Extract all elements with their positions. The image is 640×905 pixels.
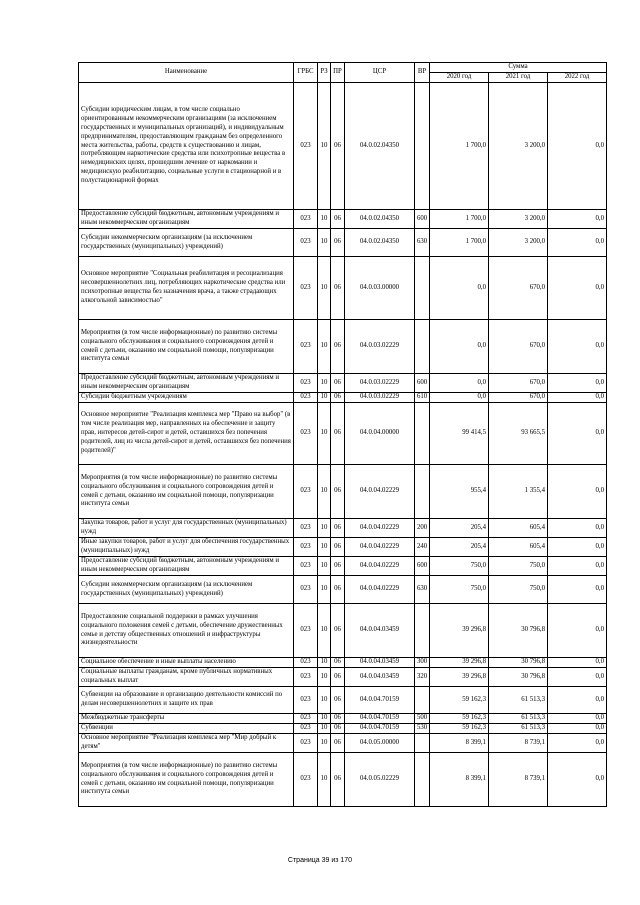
cell-pr: 06 <box>331 519 345 538</box>
table-row <box>79 403 607 465</box>
cell-rz: 10 <box>318 576 331 604</box>
cell-sum-2021: 750,0 <box>489 557 548 576</box>
cell-vr <box>415 687 430 714</box>
cell-vr: 600 <box>415 374 430 393</box>
cell-grbs: 023 <box>294 714 318 724</box>
cell-sum-2020: 59 162,3 <box>430 724 489 734</box>
cell-sum-2020: 39 296,8 <box>430 604 489 658</box>
cell-csr: 04.0.04.02229 <box>345 465 415 519</box>
cell-csr: 04.0.02.04350 <box>345 210 415 229</box>
cell-rz: 10 <box>318 519 331 538</box>
table-row <box>79 83 607 210</box>
cell-rz: 10 <box>318 538 331 557</box>
cell-name: Предоставление социальной поддержки в рамках улучшения социального положения семей с детьми, обеспечение дружественных семье и детству общественных отношений и инфраструктуры жизнедеятельности <box>79 604 294 658</box>
cell-grbs: 023 <box>294 753 318 807</box>
cell-grbs: 023 <box>294 557 318 576</box>
cell-name: Субсидии юридическим лицам, в том числе социально ориентированным некоммерческим организациям (за исключением государственных и муниципальных организаций), и индивидуальным предпринимателям, предоставляющим гражданам без определенного места жительства, работы, средств к существованию и лицам, потребляющим наркотические средства или психотропные вещества в немедицинских целях, прошедшим лечение от наркомании и медицинскую реабилитацию, социальные услуги в стационарной и в полустационарной формах <box>79 83 294 210</box>
header-name: Наименование <box>79 63 294 83</box>
header-vr: ВР <box>415 63 430 83</box>
table-row <box>79 519 607 538</box>
table-row <box>79 604 607 658</box>
cell-sum-2022: 0,0 <box>548 403 607 465</box>
cell-pr: 06 <box>331 668 345 687</box>
cell-csr: 04.0.04.70159 <box>345 714 415 724</box>
cell-grbs: 023 <box>294 403 318 465</box>
cell-vr: 600 <box>415 210 430 229</box>
cell-sum-2021: 1 355,4 <box>489 465 548 519</box>
table-row <box>79 229 607 257</box>
cell-sum-2020: 205,4 <box>430 519 489 538</box>
cell-grbs: 023 <box>294 687 318 714</box>
cell-grbs: 023 <box>294 257 318 320</box>
table-row <box>79 557 607 576</box>
header-csr: ЦСР <box>345 63 415 83</box>
cell-sum-2022: 0,0 <box>548 519 607 538</box>
cell-grbs: 023 <box>294 519 318 538</box>
cell-sum-2022: 0,0 <box>548 724 607 734</box>
cell-name: Предоставление субсидий бюджетным, автономным учреждениям и иным некоммерческим организациям <box>79 210 294 229</box>
cell-vr <box>415 604 430 658</box>
cell-sum-2020: 1 700,0 <box>430 210 489 229</box>
cell-name: Иные закупки товаров, работ и услуг для обеспечения государственных (муниципальных) нужд <box>79 538 294 557</box>
cell-rz: 10 <box>318 658 331 668</box>
cell-sum-2020: 0,0 <box>430 393 489 403</box>
cell-csr: 04.0.04.03459 <box>345 668 415 687</box>
cell-csr: 04.0.04.00000 <box>345 403 415 465</box>
cell-sum-2021: 670,0 <box>489 257 548 320</box>
cell-rz: 10 <box>318 734 331 753</box>
cell-grbs: 023 <box>294 576 318 604</box>
cell-sum-2021: 61 513,3 <box>489 687 548 714</box>
cell-pr: 06 <box>331 403 345 465</box>
cell-grbs: 023 <box>294 393 318 403</box>
cell-csr: 04.0.05.02229 <box>345 753 415 807</box>
cell-sum-2022: 0,0 <box>548 210 607 229</box>
header-rz: РЗ <box>318 63 331 83</box>
cell-pr: 06 <box>331 753 345 807</box>
cell-rz: 10 <box>318 83 331 210</box>
cell-rz: 10 <box>318 465 331 519</box>
cell-sum-2022: 0,0 <box>548 604 607 658</box>
cell-vr: 630 <box>415 576 430 604</box>
cell-pr: 06 <box>331 576 345 604</box>
cell-pr: 06 <box>331 374 345 393</box>
cell-rz: 10 <box>318 393 331 403</box>
cell-rz: 10 <box>318 724 331 734</box>
cell-grbs: 023 <box>294 83 318 210</box>
cell-name: Основное мероприятие "Реализация комплекса мер "Мир добрый к детям" <box>79 734 294 753</box>
table-body <box>79 83 607 807</box>
cell-vr <box>415 83 430 210</box>
table-row <box>79 753 607 807</box>
cell-vr: 530 <box>415 724 430 734</box>
cell-pr: 06 <box>331 658 345 668</box>
cell-sum-2022: 0,0 <box>548 465 607 519</box>
cell-sum-2020: 59 162,3 <box>430 687 489 714</box>
cell-csr: 04.0.05.00000 <box>345 734 415 753</box>
cell-name: Закупка товаров, работ и услуг для государственных (муниципальных) нужд <box>79 519 294 538</box>
cell-sum-2021: 93 665,5 <box>489 403 548 465</box>
cell-name: Мероприятия (в том числе информационные) по развитию системы социального обслуживания и социального сопровождения детей и семей с детьми, оказанию им социальной помощи, популяризации института семьи <box>79 753 294 807</box>
cell-vr: 320 <box>415 668 430 687</box>
cell-sum-2022: 0,0 <box>548 557 607 576</box>
cell-pr: 06 <box>331 465 345 519</box>
cell-sum-2020: 750,0 <box>430 557 489 576</box>
cell-vr <box>415 257 430 320</box>
budget-table <box>78 62 607 807</box>
cell-sum-2020: 8 399,1 <box>430 753 489 807</box>
cell-sum-2022: 0,0 <box>548 714 607 724</box>
cell-sum-2021: 670,0 <box>489 320 548 374</box>
cell-name: Основное мероприятие "Реализация комплекса мер "Право на выбор" (в том числе реализация мер, направленных на обеспечение и защиту прав, интересов детей-сирот и детей, оставшихся без попечения родителей, лиц из числа детей-сирот и детей, оставшихся без попечения родителей)" <box>79 403 294 465</box>
cell-csr: 04.0.03.02229 <box>345 374 415 393</box>
cell-vr <box>415 403 430 465</box>
table-row <box>79 714 607 724</box>
cell-rz: 10 <box>318 604 331 658</box>
table-row <box>79 734 607 753</box>
cell-name: Предоставление субсидий бюджетным, автономным учреждениям и иным некоммерческим организациям <box>79 557 294 576</box>
cell-grbs: 023 <box>294 604 318 658</box>
cell-sum-2020: 0,0 <box>430 374 489 393</box>
table-row <box>79 538 607 557</box>
cell-pr: 06 <box>331 320 345 374</box>
cell-rz: 10 <box>318 753 331 807</box>
table-row <box>79 687 607 714</box>
cell-sum-2022: 0,0 <box>548 668 607 687</box>
cell-grbs: 023 <box>294 465 318 519</box>
cell-name: Мероприятия (в том числе информационные) по развитию системы социального обслуживания и социального сопровождения детей и семей с детьми, оказанию им социальной помощи, популяризации института семьи <box>79 320 294 374</box>
cell-vr: 300 <box>415 658 430 668</box>
cell-pr: 06 <box>331 393 345 403</box>
cell-name: Основное мероприятие "Социальная реабилитация и ресоциализация несовершеннолетних лиц, потребляющих наркотические средства или психотропные вещества без назначения врача, а также страдающих алкогольной зависимостью" <box>79 257 294 320</box>
cell-sum-2022: 0,0 <box>548 229 607 257</box>
cell-name: Субвенции на образование и организацию деятельности комиссий по делам несовершеннолетних и защите их прав <box>79 687 294 714</box>
cell-sum-2020: 1 700,0 <box>430 229 489 257</box>
cell-grbs: 023 <box>294 320 318 374</box>
cell-grbs: 023 <box>294 658 318 668</box>
cell-rz: 10 <box>318 374 331 393</box>
cell-rz: 10 <box>318 257 331 320</box>
cell-name: Межбюджетные трансферты <box>79 714 294 724</box>
cell-pr: 06 <box>331 257 345 320</box>
table-row <box>79 724 607 734</box>
cell-grbs: 023 <box>294 210 318 229</box>
cell-csr: 04.0.04.02229 <box>345 576 415 604</box>
cell-csr: 04.0.04.70159 <box>345 724 415 734</box>
cell-sum-2020: 39 296,8 <box>430 668 489 687</box>
cell-sum-2021: 8 739,1 <box>489 753 548 807</box>
cell-name: Субсидии некоммерческим организациям (за исключением государственных (муниципальных) учреждений) <box>79 229 294 257</box>
table-row <box>79 658 607 668</box>
cell-sum-2021: 3 200,0 <box>489 229 548 257</box>
cell-vr: 610 <box>415 393 430 403</box>
cell-vr <box>415 753 430 807</box>
cell-sum-2021: 605,4 <box>489 519 548 538</box>
cell-pr: 06 <box>331 210 345 229</box>
cell-pr: 06 <box>331 724 345 734</box>
cell-sum-2021: 30 796,8 <box>489 658 548 668</box>
cell-pr: 06 <box>331 538 345 557</box>
cell-sum-2021: 8 739,1 <box>489 734 548 753</box>
cell-sum-2021: 3 200,0 <box>489 210 548 229</box>
cell-sum-2022: 0,0 <box>548 393 607 403</box>
cell-sum-2022: 0,0 <box>548 576 607 604</box>
header-pr: ПР <box>331 63 345 83</box>
cell-grbs: 023 <box>294 724 318 734</box>
table-row <box>79 393 607 403</box>
cell-sum-2022: 0,0 <box>548 374 607 393</box>
cell-sum-2020: 8 399,1 <box>430 734 489 753</box>
cell-sum-2021: 61 513,3 <box>489 714 548 724</box>
cell-vr: 630 <box>415 229 430 257</box>
header-year-2022: 2022 год <box>548 73 607 83</box>
cell-csr: 04.0.04.02229 <box>345 557 415 576</box>
cell-sum-2020: 205,4 <box>430 538 489 557</box>
cell-pr: 06 <box>331 557 345 576</box>
cell-name: Субвенции <box>79 724 294 734</box>
cell-csr: 04.0.04.02229 <box>345 538 415 557</box>
table-row <box>79 257 607 320</box>
cell-csr: 04.0.03.02229 <box>345 320 415 374</box>
cell-sum-2020: 0,0 <box>430 257 489 320</box>
cell-name: Мероприятия (в том числе информационные) по развитию системы социального обслуживания и социального сопровождения детей и семей с детьми, оказанию им социальной помощи, популяризации института семьи <box>79 465 294 519</box>
header-year-2021: 2021 год <box>489 73 548 83</box>
cell-sum-2022: 0,0 <box>548 687 607 714</box>
cell-sum-2020: 955,4 <box>430 465 489 519</box>
cell-pr: 06 <box>331 604 345 658</box>
cell-sum-2021: 61 513,3 <box>489 724 548 734</box>
cell-vr: 500 <box>415 714 430 724</box>
cell-pr: 06 <box>331 687 345 714</box>
cell-rz: 10 <box>318 714 331 724</box>
cell-sum-2021: 605,4 <box>489 538 548 557</box>
cell-rz: 10 <box>318 320 331 374</box>
header-sum: Сумма <box>430 63 607 73</box>
cell-vr <box>415 465 430 519</box>
cell-name: Социальное обеспечение и иные выплаты населению <box>79 658 294 668</box>
cell-sum-2020: 0,0 <box>430 320 489 374</box>
cell-grbs: 023 <box>294 538 318 557</box>
cell-csr: 04.0.04.03459 <box>345 604 415 658</box>
cell-sum-2022: 0,0 <box>548 658 607 668</box>
table-row <box>79 374 607 393</box>
cell-sum-2022: 0,0 <box>548 538 607 557</box>
cell-sum-2022: 0,0 <box>548 753 607 807</box>
cell-sum-2021: 670,0 <box>489 374 548 393</box>
cell-sum-2020: 1 700,0 <box>430 83 489 210</box>
cell-rz: 10 <box>318 210 331 229</box>
cell-vr <box>415 734 430 753</box>
cell-sum-2021: 3 200,0 <box>489 83 548 210</box>
cell-grbs: 023 <box>294 668 318 687</box>
cell-name: Социальные выплаты гражданам, кроме публичных нормативных социальных выплат <box>79 668 294 687</box>
header-grbs: ГРБС <box>294 63 318 83</box>
cell-sum-2021: 30 796,8 <box>489 604 548 658</box>
cell-vr: 200 <box>415 519 430 538</box>
cell-sum-2021: 750,0 <box>489 576 548 604</box>
cell-grbs: 023 <box>294 734 318 753</box>
header-year-2020: 2020 год <box>430 73 489 83</box>
cell-grbs: 023 <box>294 229 318 257</box>
cell-rz: 10 <box>318 403 331 465</box>
cell-sum-2021: 30 796,8 <box>489 668 548 687</box>
cell-rz: 10 <box>318 668 331 687</box>
cell-sum-2020: 750,0 <box>430 576 489 604</box>
cell-name: Субсидии бюджетным учреждениям <box>79 393 294 403</box>
cell-sum-2020: 39 296,8 <box>430 658 489 668</box>
cell-pr: 06 <box>331 734 345 753</box>
cell-pr: 06 <box>331 714 345 724</box>
table-row <box>79 465 607 519</box>
cell-vr: 240 <box>415 538 430 557</box>
cell-csr: 04.0.04.70159 <box>345 687 415 714</box>
cell-csr: 04.0.02.04350 <box>345 229 415 257</box>
cell-sum-2022: 0,0 <box>548 734 607 753</box>
cell-name: Субсидии некоммерческим организациям (за исключением государственных (муниципальных) учреждений) <box>79 576 294 604</box>
cell-csr: 04.0.03.00000 <box>345 257 415 320</box>
cell-vr: 600 <box>415 557 430 576</box>
cell-pr: 06 <box>331 83 345 210</box>
cell-rz: 10 <box>318 229 331 257</box>
cell-rz: 10 <box>318 687 331 714</box>
table-row <box>79 210 607 229</box>
page-number: Страница 39 из 170 <box>287 857 353 864</box>
table-row <box>79 576 607 604</box>
cell-sum-2022: 0,0 <box>548 83 607 210</box>
cell-rz: 10 <box>318 557 331 576</box>
cell-sum-2020: 59 162,3 <box>430 714 489 724</box>
cell-csr: 04.0.04.02229 <box>345 519 415 538</box>
table-row <box>79 668 607 687</box>
cell-sum-2022: 0,0 <box>548 257 607 320</box>
cell-csr: 04.0.04.03459 <box>345 658 415 668</box>
cell-sum-2021: 670,0 <box>489 393 548 403</box>
cell-csr: 04.0.03.02229 <box>345 393 415 403</box>
cell-pr: 06 <box>331 229 345 257</box>
cell-sum-2020: 99 414,5 <box>430 403 489 465</box>
cell-vr <box>415 320 430 374</box>
table-row <box>79 320 607 374</box>
cell-name: Предоставление субсидий бюджетным, автономным учреждениям и иным некоммерческим организациям <box>79 374 294 393</box>
cell-grbs: 023 <box>294 374 318 393</box>
cell-csr: 04.0.02.04350 <box>345 83 415 210</box>
cell-sum-2022: 0,0 <box>548 320 607 374</box>
